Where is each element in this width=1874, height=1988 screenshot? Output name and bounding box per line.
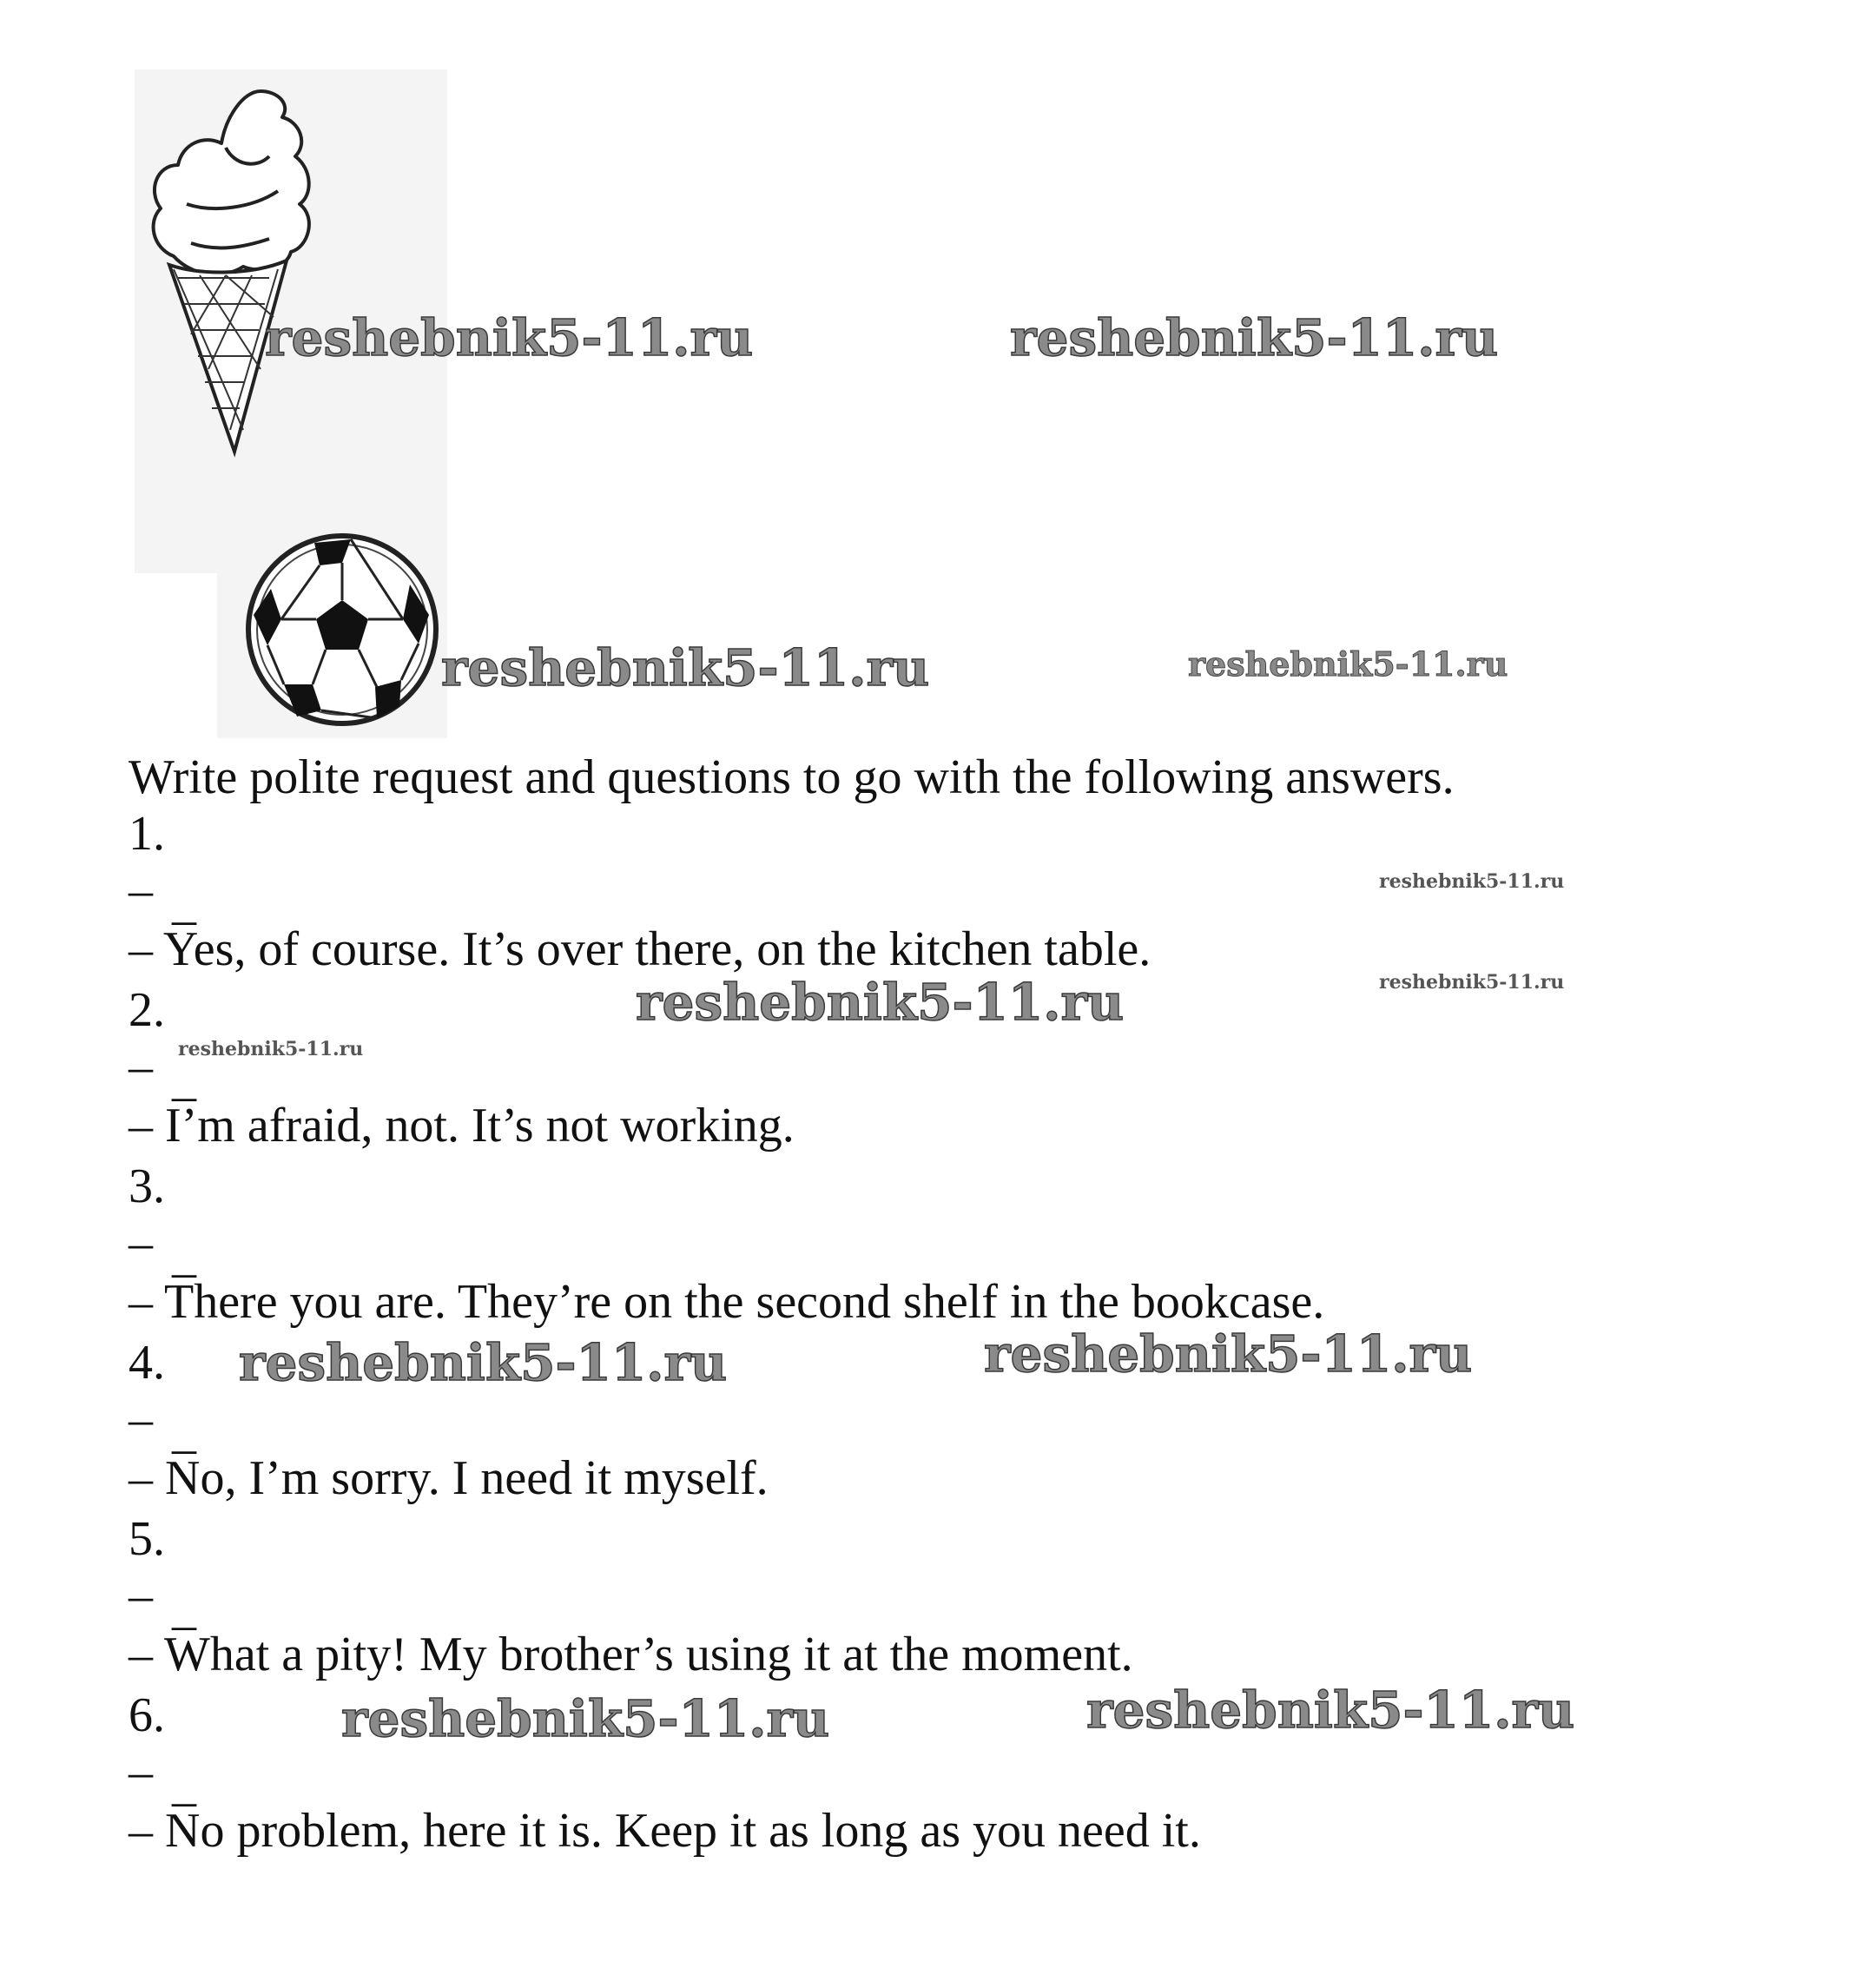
watermark-10: reshebnik5-11.ru — [984, 1324, 1473, 1384]
watermark-6: reshebnik5-11.ru — [1379, 971, 1565, 994]
answer-text: – No problem, here it is. Keep it as long as you need it. — [129, 1804, 1201, 1858]
watermark-9: reshebnik5-11.ru — [239, 1333, 728, 1392]
blank-line: _ — [172, 1758, 196, 1812]
watermark-2: reshebnik5-11.ru — [1010, 308, 1499, 367]
answer-text: – What a pity! My brother’s using it at the moment. — [129, 1628, 1133, 1681]
prompt-dash: – — [129, 1216, 153, 1270]
blank-line: _ — [172, 1405, 196, 1459]
prompt-dash: – — [129, 1392, 153, 1446]
item-number: 4. — [129, 1336, 165, 1390]
watermark-8: reshebnik5-11.ru — [178, 1038, 364, 1060]
prompt-dash: – — [129, 1040, 153, 1093]
item-number: 6. — [129, 1688, 165, 1742]
watermark-7: reshebnik5-11.ru — [636, 973, 1125, 1032]
soccer-ball-icon — [245, 532, 440, 728]
watermark-12: reshebnik5-11.ru — [1086, 1681, 1575, 1740]
item-number: 5. — [129, 1512, 165, 1566]
blank-line: _ — [172, 1582, 196, 1635]
item-number: 1. — [129, 807, 165, 861]
blank-line: _ — [172, 1229, 196, 1283]
watermark-11: reshebnik5-11.ru — [341, 1689, 830, 1748]
instruction-text: Write polite request and questions to go with the following answers. — [129, 750, 1455, 804]
watermark-5: reshebnik5-11.ru — [1379, 870, 1565, 893]
ice-cream-cone-icon — [139, 83, 321, 460]
answer-text: – Yes, of course. It’s over there, on the kitchen table. — [129, 922, 1151, 976]
item-number: 2. — [129, 983, 165, 1037]
answer-text: – No, I’m sorry. I need it myself. — [129, 1451, 769, 1505]
blank-line: _ — [172, 876, 196, 930]
answer-text: – There you are. They’re on the second shelf in the bookcase. — [129, 1275, 1325, 1329]
prompt-dash: – — [129, 863, 153, 917]
item-number: 3. — [129, 1159, 165, 1213]
blank-line: _ — [172, 1053, 196, 1106]
prompt-dash: – — [129, 1745, 153, 1799]
watermark-4: reshebnik5-11.ru — [1188, 644, 1508, 684]
prompt-dash: – — [129, 1569, 153, 1622]
watermark-3: reshebnik5-11.ru — [441, 638, 930, 697]
watermark-1: reshebnik5-11.ru — [265, 308, 754, 367]
answer-text: – I’m afraid, not. It’s not working. — [129, 1099, 795, 1153]
